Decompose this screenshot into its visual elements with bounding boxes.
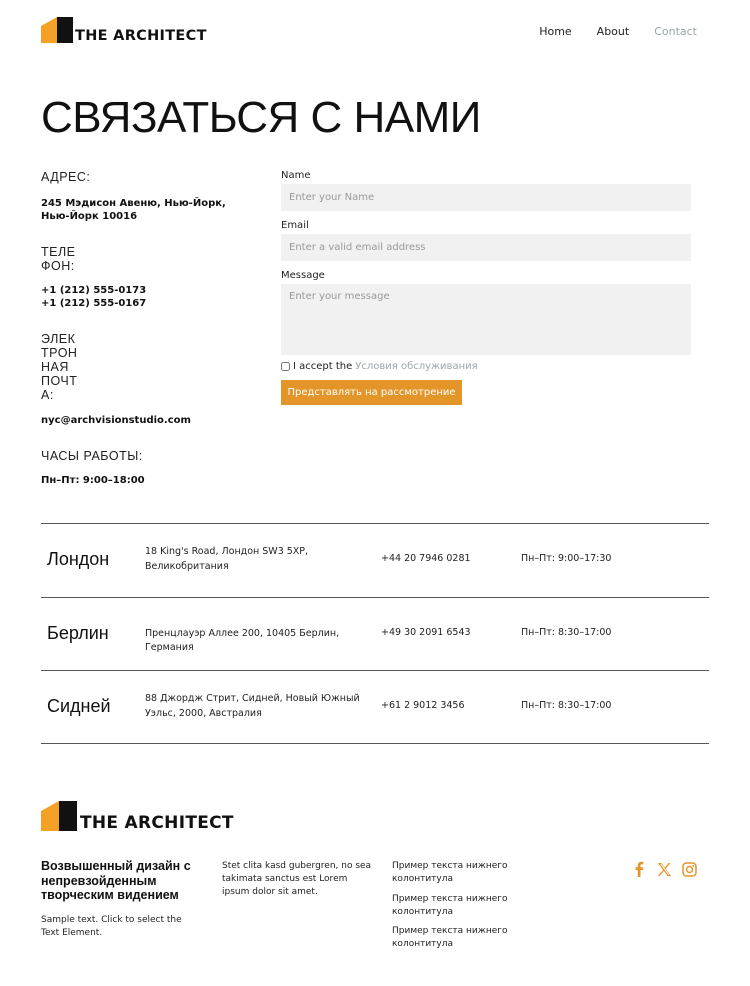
footer-links: [392, 860, 512, 958]
contact-form: [281, 170, 692, 405]
logo-mark-icon: [41, 17, 73, 43]
site-header: [0, 0, 750, 62]
submit-button[interactable]: Представлять на рассмотрение: [281, 380, 462, 405]
office-phone: +49 30 2091 6543: [381, 626, 471, 638]
email-value: nyc@archvisionstudio.com: [41, 415, 191, 426]
terms-link[interactable]: Условия обслуживания: [355, 361, 478, 372]
office-address: Пренцлауэр Аллее 200, 10405 Берлин, Германия: [145, 627, 340, 653]
footer-logo-text: THE ARCHITECT: [80, 813, 234, 833]
email-label-form: Email: [281, 220, 309, 231]
office-address: 18 King's Road, Лондон SW3 5XP, Великобритания: [145, 546, 309, 572]
phone-value-2: +1 (212) 555-0167: [41, 297, 147, 309]
logo-mark-icon: [41, 801, 77, 831]
nav-about[interactable]: About: [596, 25, 630, 38]
office-hours: Пн–Пт: 9:00–17:30: [521, 553, 612, 564]
address-label: АДРЕС:: [41, 170, 91, 184]
office-phone: +44 20 7946 0281: [381, 553, 471, 564]
header-logo[interactable]: [41, 17, 207, 43]
name-label: Name: [281, 170, 311, 181]
footer-link[interactable]: Пример текста нижнего колонтитула: [392, 926, 508, 949]
footer-lorem: Stet clita kasd gubergren, no sea takimata sanctus est Lorem ipsum dolor sit amet.: [222, 861, 372, 897]
office-row: [41, 670, 709, 744]
instagram-icon[interactable]: [681, 861, 697, 877]
x-icon[interactable]: [656, 861, 672, 877]
hours-value: Пн–Пт: 9:00–18:00: [41, 474, 145, 486]
phone-value-1: +1 (212) 555-0173: [41, 285, 147, 296]
facebook-icon[interactable]: [631, 861, 647, 877]
page-title: СВЯЗАТЬСЯ С НАМИ: [41, 93, 481, 142]
footer-link[interactable]: Пример текста нижнего колонтитула: [392, 861, 508, 884]
office-hours: Пн–Пт: 8:30–17:00: [521, 626, 612, 638]
phone-label: ТЕЛЕФОН:: [41, 245, 76, 273]
name-input[interactable]: [281, 184, 691, 211]
office-hours: Пн–Пт: 8:30–17:00: [521, 700, 612, 711]
office-address: 88 Джордж Стрит, Сидней, Новый Южный Уэльс, 2000, Австралия: [145, 693, 360, 719]
address-value: 245 Мэдисон Авеню, Нью-Йорк, Нью-Йорк 10016: [41, 198, 226, 222]
social-links: [631, 861, 697, 877]
message-label: Message: [281, 270, 325, 281]
accept-text: I accept the: [293, 361, 353, 372]
office-row: [41, 597, 709, 671]
terms-row: [281, 361, 692, 372]
contact-info: [41, 170, 251, 487]
logo-text: THE ARCHITECT: [75, 28, 207, 44]
office-city: Берлин: [47, 622, 109, 643]
footer-tagline: Возвышенный дизайн с непревзойденным творческим видением: [41, 859, 191, 902]
office-city: Сидней: [47, 696, 111, 716]
footer-sample-text: Sample text. Click to select the Text Element.: [41, 915, 182, 938]
offices-table: [41, 523, 709, 744]
nav-home[interactable]: Home: [539, 25, 572, 38]
email-label: ЭЛЕКТРОННАЯ ПОЧТА:: [41, 332, 78, 402]
office-city: Лондон: [47, 549, 110, 569]
nav-contact[interactable]: Contact: [654, 25, 697, 38]
footer-link[interactable]: Пример текста нижнего колонтитула: [392, 893, 508, 917]
office-phone: +61 2 9012 3456: [381, 700, 465, 711]
accept-checkbox[interactable]: [281, 362, 290, 371]
hours-label: ЧАСЫ РАБОТЫ:: [41, 448, 143, 463]
footer-logo[interactable]: [41, 801, 234, 831]
main-nav: [539, 25, 697, 38]
office-row: [41, 523, 709, 597]
email-input[interactable]: [281, 234, 691, 261]
message-input[interactable]: [281, 284, 691, 355]
